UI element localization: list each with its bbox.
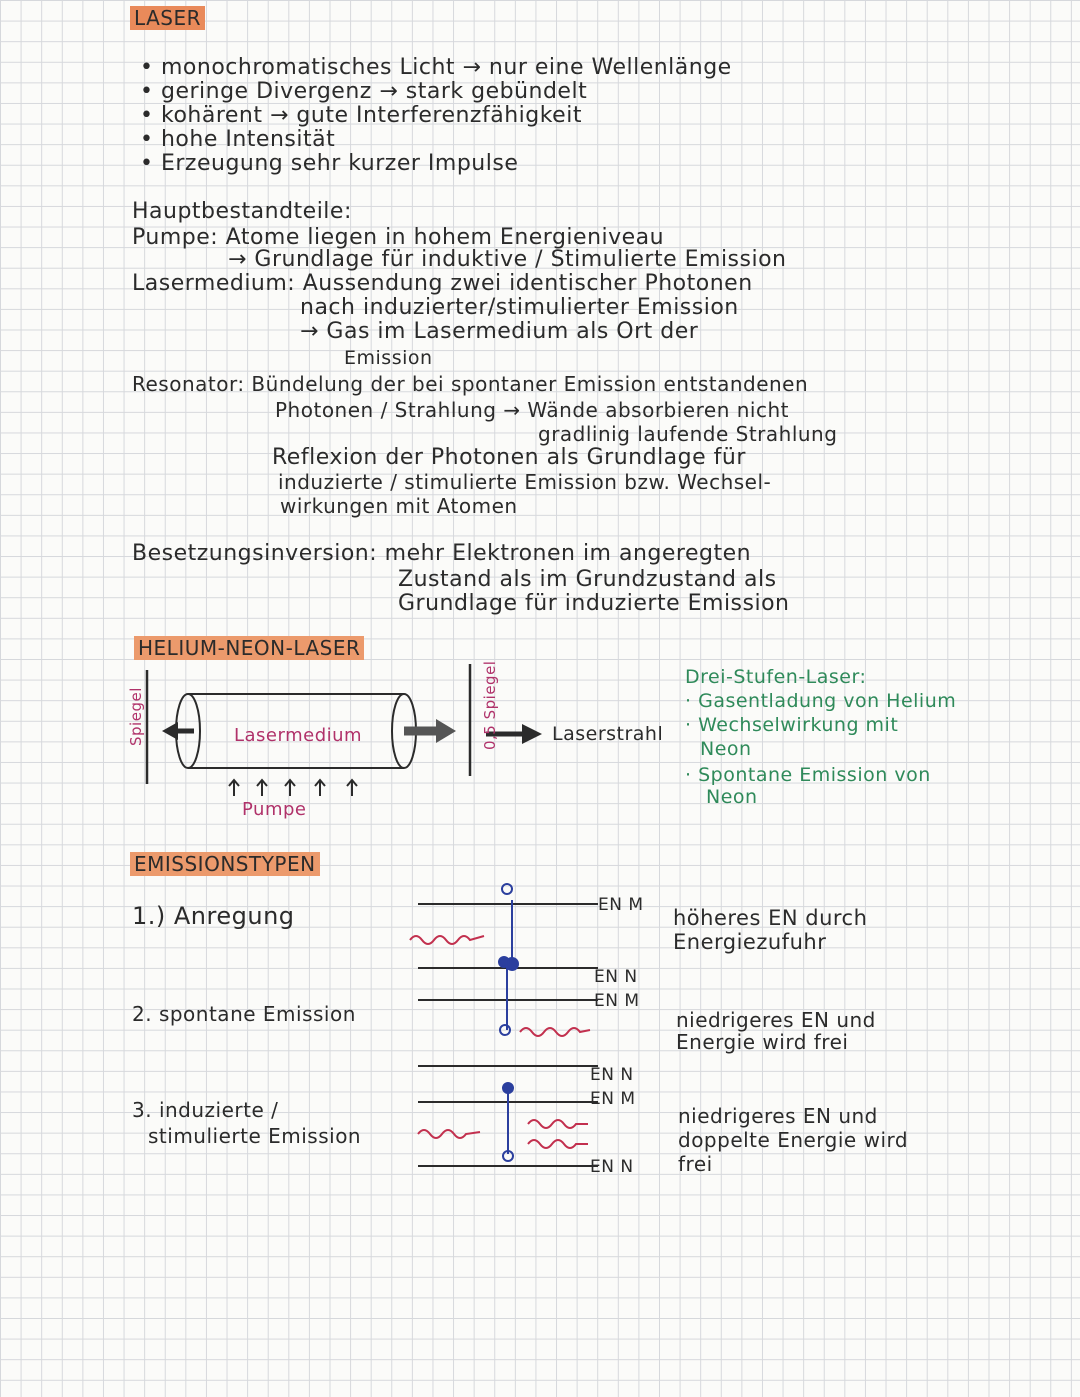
list-item: • geringe Divergenz → stark gebündelt xyxy=(140,79,588,104)
resonator-line: Photonen / Strahlung → Wände absorbieren nicht xyxy=(275,398,789,422)
photon-wave xyxy=(410,936,484,944)
mirror-right-label: 0,5 Spiegel xyxy=(481,660,499,750)
electron-dot xyxy=(499,957,509,967)
list-item: • hohe Intensität xyxy=(140,127,336,152)
three-level-item: · Gasentladung von Helium xyxy=(685,690,957,712)
emission-desc: höheres EN durch xyxy=(673,906,868,930)
medium-line: nach induzierter/stimulierter Emission xyxy=(300,295,739,320)
pump-arrows xyxy=(229,780,357,796)
emission-type-1: 1.) Anregung xyxy=(132,902,295,930)
level-label: EN N xyxy=(590,1065,634,1085)
beam-arrow-icon xyxy=(522,724,542,744)
page-title: LASER xyxy=(130,6,205,30)
emission-type-3: 3. induzierte / xyxy=(132,1098,279,1122)
three-level-text: Wechselwirkung mit xyxy=(698,714,899,736)
emission-desc: niedrigeres EN und xyxy=(676,1008,876,1032)
level-label: EN N xyxy=(594,967,638,987)
emission-heading: EMISSIONSTYPEN xyxy=(130,852,320,876)
electron-dot xyxy=(503,1083,513,1093)
emission-desc: frei xyxy=(678,1152,713,1176)
arrow-right-icon xyxy=(436,719,456,743)
photon-wave xyxy=(528,1120,588,1128)
photon-wave xyxy=(520,1028,590,1036)
inversion-line: Zustand als im Grundzustand als xyxy=(398,567,777,592)
bullet-text: hohe Intensität xyxy=(160,127,336,152)
resonator-line: Resonator: Bündelung der bei spontaner Emission entstandenen xyxy=(132,372,809,396)
laserstrahl-label: Laserstrahl xyxy=(552,723,664,745)
pump-line: Pumpe: Atome liegen in hohem Energieniveau xyxy=(132,225,665,250)
resonator-line: induzierte / stimulierte Emission bzw. Wechsel- xyxy=(278,470,772,494)
emission-desc: niedrigeres EN und xyxy=(678,1104,878,1128)
photon-wave xyxy=(418,1130,480,1138)
mirror-left-label: Spiegel xyxy=(127,687,145,746)
three-level-title: Drei-Stufen-Laser: xyxy=(685,666,867,688)
three-level-text: Spontane Emission von xyxy=(698,764,931,786)
bullet-text: monochromatisches Licht → nur eine Wellenlänge xyxy=(160,55,732,80)
list-item: • Erzeugung sehr kurzer Impulse xyxy=(140,151,519,176)
resonator-line: gradlinig laufende Strahlung xyxy=(538,422,838,446)
resonator-line: Reflexion der Photonen als Grundlage für xyxy=(272,445,746,470)
emission-desc: Energie wird frei xyxy=(676,1030,849,1054)
emission-desc: doppelte Energie wird xyxy=(678,1128,909,1152)
arrow-left-icon xyxy=(162,722,178,740)
pump-line: → Grundlage für induktive / Stimulierte Emission xyxy=(228,247,787,272)
three-level-item: Neon xyxy=(700,738,752,760)
emission-type-3: stimulierte Emission xyxy=(148,1124,362,1148)
resonator-line: wirkungen mit Atomen xyxy=(280,494,518,518)
electron-transitions xyxy=(499,884,518,1161)
pump-label: Pumpe xyxy=(242,799,307,820)
level-label: EN N xyxy=(590,1157,634,1177)
three-level-item: · Spontane Emission von xyxy=(685,764,931,786)
emission-type-2: 2. spontane Emission xyxy=(132,1002,356,1026)
lasermedium-label: Lasermedium xyxy=(234,725,363,746)
inversion-line: Besetzungsinversion: mehr Elektronen im angeregten xyxy=(132,541,752,566)
photon-wave xyxy=(528,1140,588,1148)
list-item: • kohärent → gute Interferenzfähigkeit xyxy=(140,103,582,128)
electron-ring xyxy=(502,884,512,894)
bullet-text: Erzeugung sehr kurzer Impulse xyxy=(160,151,519,176)
level-label: EN M xyxy=(590,1089,636,1109)
medium-line: Lasermedium: Aussendung zwei identischer Photonen xyxy=(132,271,753,296)
three-level-item: Neon xyxy=(706,786,758,808)
level-label: EN M xyxy=(594,991,640,1011)
three-level-item: · Wechselwirkung mit xyxy=(685,714,899,736)
bullet-text: kohärent → gute Interferenzfähigkeit xyxy=(160,103,582,128)
main-parts-heading: Hauptbestandteile: xyxy=(132,199,352,224)
list-item: • monochromatisches Licht → nur eine Wellenlänge xyxy=(140,55,732,80)
level-label: EN M xyxy=(598,895,644,915)
hene-heading: HELIUM-NEON-LASER xyxy=(134,636,364,660)
medium-line: → Gas im Lasermedium als Ort der xyxy=(300,319,699,344)
bullet-text: geringe Divergenz → stark gebündelt xyxy=(160,79,588,104)
electron-ring xyxy=(500,1025,510,1035)
three-level-text: Gasentladung von Helium xyxy=(698,690,957,712)
inversion-line: Grundlage für induzierte Emission xyxy=(398,591,790,616)
emission-desc: Energiezufuhr xyxy=(673,930,827,954)
medium-line: Emission xyxy=(344,347,433,369)
